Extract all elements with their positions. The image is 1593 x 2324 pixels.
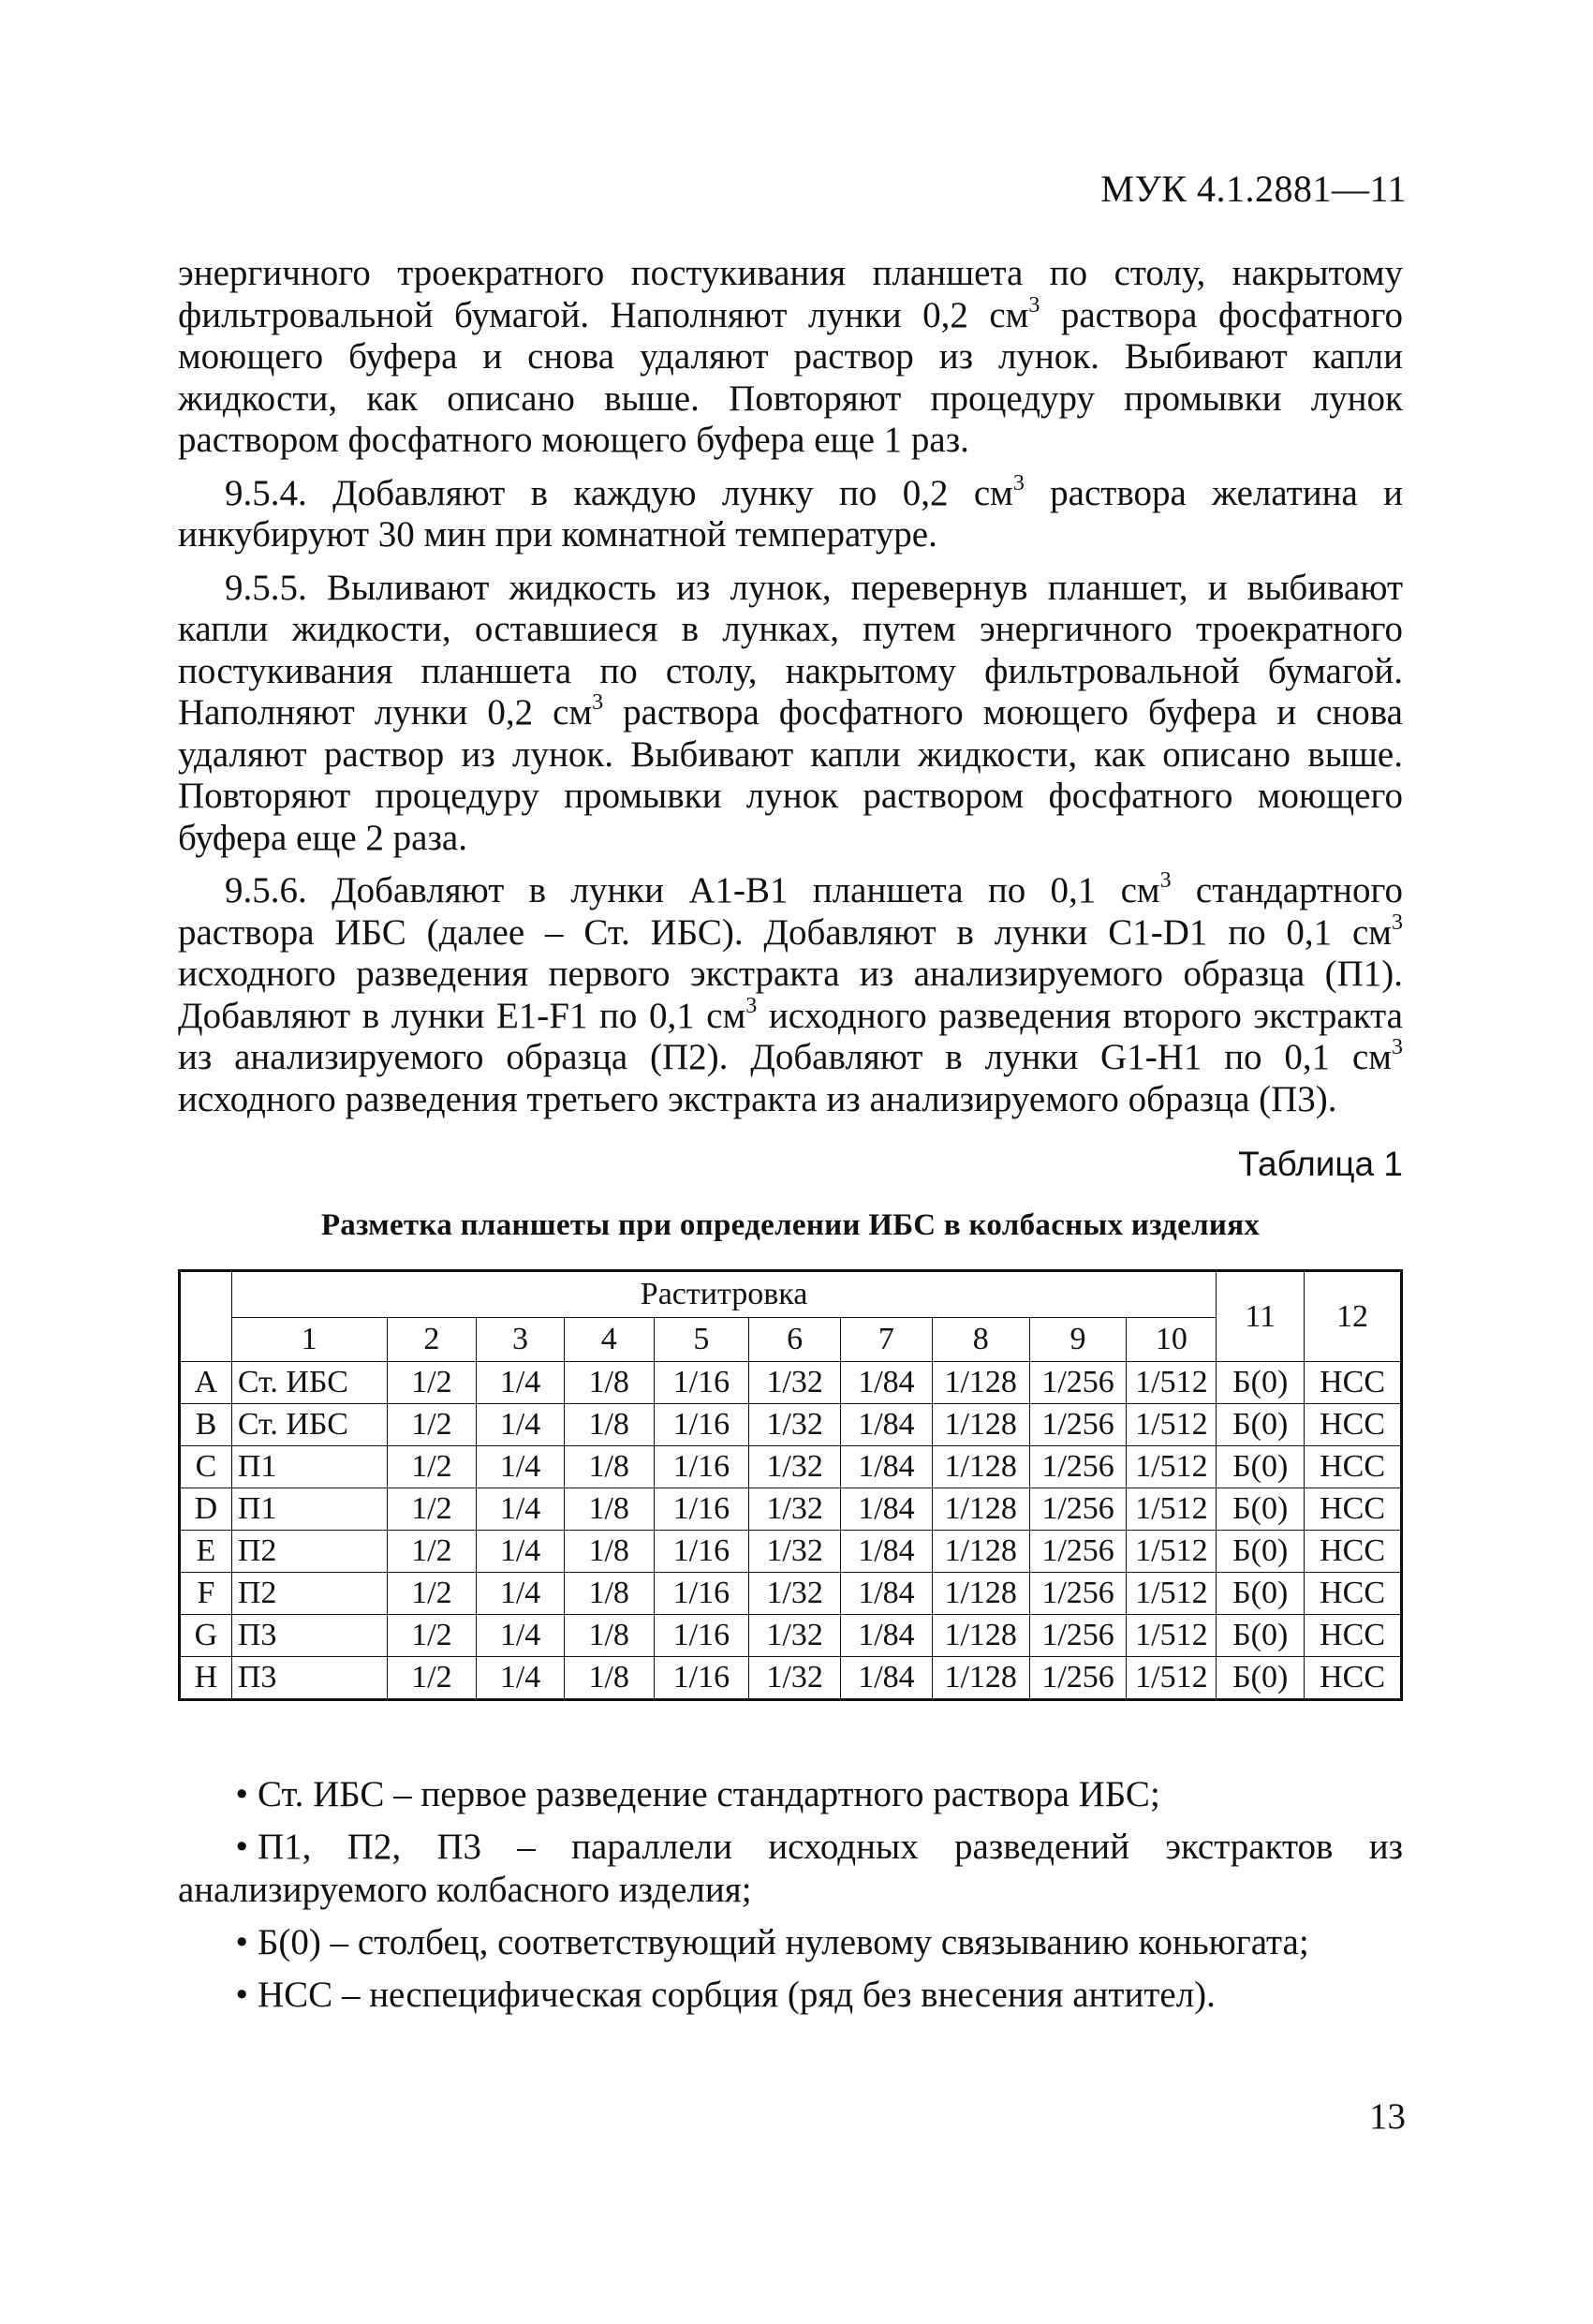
table-cell: НСС bbox=[1305, 1531, 1402, 1573]
table-cell: 1/32 bbox=[749, 1657, 841, 1700]
row-label: C bbox=[180, 1446, 232, 1488]
table-cell: НСС bbox=[1305, 1488, 1402, 1531]
column-header: 11 bbox=[1217, 1271, 1305, 1362]
table-cell: Б(0) bbox=[1217, 1362, 1305, 1404]
table-cell: 1/16 bbox=[654, 1362, 749, 1404]
table-cell: НСС bbox=[1305, 1446, 1402, 1488]
column-header: 7 bbox=[841, 1318, 933, 1362]
table-cell: Б(0) bbox=[1217, 1531, 1305, 1573]
table-row bbox=[180, 1531, 1402, 1573]
column-header: 3 bbox=[477, 1318, 565, 1362]
bullet-icon: • bbox=[235, 1922, 248, 1962]
document-code-header: МУК 4.1.2881—11 bbox=[1100, 168, 1407, 210]
table-cell: 1/256 bbox=[1029, 1362, 1127, 1404]
row-label: G bbox=[180, 1615, 232, 1657]
column-header: 10 bbox=[1127, 1318, 1217, 1362]
table-row bbox=[180, 1488, 1402, 1531]
table-cell: НСС bbox=[1305, 1657, 1402, 1700]
table-cell: НСС bbox=[1305, 1404, 1402, 1446]
table-cell: 1/256 bbox=[1029, 1615, 1127, 1657]
table-cell: 1/256 bbox=[1029, 1404, 1127, 1446]
table-cell: 1/256 bbox=[1029, 1488, 1127, 1531]
table-cell: 1/512 bbox=[1127, 1615, 1217, 1657]
column-header: 8 bbox=[932, 1318, 1029, 1362]
table-cell: Б(0) bbox=[1217, 1446, 1305, 1488]
table-cell: НСС bbox=[1305, 1573, 1402, 1615]
table-header-row bbox=[180, 1271, 1402, 1318]
column-header: 9 bbox=[1029, 1318, 1127, 1362]
row-label: A bbox=[180, 1362, 232, 1404]
table-cell: 1/4 bbox=[477, 1362, 565, 1404]
table-label: Таблица 1 bbox=[1238, 1145, 1403, 1183]
table-cell: 1/2 bbox=[387, 1573, 477, 1615]
table-cell: 1/4 bbox=[477, 1573, 565, 1615]
table-cell: 1/84 bbox=[841, 1446, 933, 1488]
bullet-icon: • bbox=[235, 1975, 248, 2015]
table-cell: Б(0) bbox=[1217, 1573, 1305, 1615]
legend bbox=[178, 1773, 1403, 2026]
table-cell: 1/8 bbox=[564, 1404, 654, 1446]
table-cell: 1/84 bbox=[841, 1531, 933, 1573]
paragraph-continuation: энергичного троекратного постукивания планшета по столу, накрытому фильтровальной бумагой. Наполняют лунки 0,2 $см^3$ раствора фосфатного моющего буфера и снова удаляют раствор из лунок. Выбивают капли жидкости, как описано выше. Повторяют процедуру промывки лунок раствором фосфатного моющего буфера еще 1 раз. bbox=[178, 253, 1403, 460]
table-cell: 1/128 bbox=[932, 1531, 1029, 1573]
table-cell: 1/4 bbox=[477, 1488, 565, 1531]
table-cell: НСС bbox=[1305, 1615, 1402, 1657]
table-row bbox=[180, 1615, 1402, 1657]
table-cell: 1/8 bbox=[564, 1488, 654, 1531]
table-cell: 1/512 bbox=[1127, 1531, 1217, 1573]
table-cell: 1/32 bbox=[749, 1404, 841, 1446]
body-text bbox=[178, 253, 1403, 1132]
column-header: 12 bbox=[1305, 1271, 1402, 1362]
table-row bbox=[180, 1657, 1402, 1700]
table-cell: 1/128 bbox=[932, 1573, 1029, 1615]
table-cell: 1/16 bbox=[654, 1615, 749, 1657]
table-cell: 1/2 bbox=[387, 1446, 477, 1488]
row-label: H bbox=[180, 1657, 232, 1700]
table-cell: 1/128 bbox=[932, 1404, 1029, 1446]
legend-item bbox=[178, 1773, 1403, 1816]
row-label: E bbox=[180, 1531, 232, 1573]
table-cell: 1/16 bbox=[654, 1657, 749, 1700]
table-cell: П2 bbox=[231, 1573, 387, 1615]
table-cell: 1/2 bbox=[387, 1531, 477, 1573]
column-header: 4 bbox=[564, 1318, 654, 1362]
table-cell: 1/8 bbox=[564, 1573, 654, 1615]
table-cell: 1/512 bbox=[1127, 1362, 1217, 1404]
table-cell: 1/512 bbox=[1127, 1657, 1217, 1700]
table-cell: 1/16 bbox=[654, 1531, 749, 1573]
legend-text: Ст. ИБС – первое разведение стандартного раствора ИБС; bbox=[258, 1774, 1160, 1814]
table-cell: П1 bbox=[231, 1488, 387, 1531]
table-cell: 1/16 bbox=[654, 1573, 749, 1615]
table-cell: 1/84 bbox=[841, 1404, 933, 1446]
column-header: 2 bbox=[387, 1318, 477, 1362]
table-cell: 1/128 bbox=[932, 1362, 1029, 1404]
table-cell: П3 bbox=[231, 1657, 387, 1700]
table-cell: 1/2 bbox=[387, 1404, 477, 1446]
row-label: B bbox=[180, 1404, 232, 1446]
table-cell: Б(0) bbox=[1217, 1488, 1305, 1531]
table-cell: 1/128 bbox=[932, 1657, 1029, 1700]
table-cell: 1/84 bbox=[841, 1573, 933, 1615]
titration-group-header: Раститровка bbox=[231, 1271, 1217, 1318]
table-cell: 1/512 bbox=[1127, 1488, 1217, 1531]
table-row bbox=[180, 1446, 1402, 1488]
table-cell: 1/4 bbox=[477, 1404, 565, 1446]
table-title: Разметка планшеты при определении ИБС в колбасных изделиях bbox=[320, 1208, 1261, 1242]
table-cell: 1/256 bbox=[1029, 1657, 1127, 1700]
table-cell: 1/2 bbox=[387, 1615, 477, 1657]
table-cell: 1/32 bbox=[749, 1488, 841, 1531]
column-header: 6 bbox=[749, 1318, 841, 1362]
table-cell: Б(0) bbox=[1217, 1657, 1305, 1700]
table-cell: 1/256 bbox=[1029, 1531, 1127, 1573]
table-cell: 1/256 bbox=[1029, 1573, 1127, 1615]
paragraph-9-5-6: 9.5.6. Добавляют в лунки А1-В1 планшета по 0,1 $см^3$ стандартного раствора ИБС (далее – Ст. ИБС). Добавляют в лунки С1-D1 по 0,1 $см^3$ исходного разведения первого экстракта из анализируемого образца (П1). Добавляют в лунки Е1-F1 по 0,1 $см^3$ исходного разведения второго экстракта из анализируемого образца (П2). Добавляют в лунки G1-H1 по 0,1 $см^3$ исходного разведения третьего экстракта из анализируемого образца (П3). bbox=[178, 868, 1404, 1119]
table-cell: 1/512 bbox=[1127, 1446, 1217, 1488]
column-header: 5 bbox=[654, 1318, 749, 1362]
table-cell: 1/8 bbox=[564, 1615, 654, 1657]
row-label-header bbox=[180, 1271, 232, 1362]
table-cell: Ст. ИБС bbox=[231, 1404, 387, 1446]
table-cell: 1/128 bbox=[932, 1488, 1029, 1531]
table-cell: 1/84 bbox=[841, 1657, 933, 1700]
table-row bbox=[180, 1404, 1402, 1446]
table-cell: 1/4 bbox=[477, 1615, 565, 1657]
table-cell: 1/2 bbox=[387, 1488, 477, 1531]
column-header: 1 bbox=[231, 1318, 387, 1362]
table-cell: Ст. ИБС bbox=[231, 1362, 387, 1404]
table-cell: 1/128 bbox=[932, 1615, 1029, 1657]
table-cell: 1/2 bbox=[387, 1657, 477, 1700]
table-cell: 1/512 bbox=[1127, 1573, 1217, 1615]
plate-layout-table bbox=[178, 1269, 1403, 1701]
legend-item bbox=[178, 1974, 1403, 2017]
table-cell: Б(0) bbox=[1217, 1404, 1305, 1446]
table-cell: 1/32 bbox=[749, 1573, 841, 1615]
row-label: F bbox=[180, 1573, 232, 1615]
table-cell: 1/16 bbox=[654, 1404, 749, 1446]
table-row bbox=[180, 1362, 1402, 1404]
table-cell: 1/84 bbox=[841, 1362, 933, 1404]
table-cell: 1/4 bbox=[477, 1446, 565, 1488]
table-cell: 1/512 bbox=[1127, 1404, 1217, 1446]
legend-item bbox=[178, 1921, 1403, 1964]
table-cell: 1/8 bbox=[564, 1362, 654, 1404]
table-cell: 1/84 bbox=[841, 1488, 933, 1531]
page-number: 13 bbox=[1369, 2096, 1406, 2137]
paragraph-9-5-5: 9.5.5. Выливают жидкость из лунок, перевернув планшет, и выбивают капли жидкости, оставшиеся в лунках, путем энергичного троекратного постукивания планшета по столу, накрытому фильтровальной бумагой. Наполняют лунки 0,2 $см^3$ раствора фосфатного моющего буфера и снова удаляют раствор из лунок. Выбивают капли жидкости, как описано выше. Повторяют процедуру промывки лунок раствором фосфатного моющего буфера еще 2 раза. bbox=[178, 567, 1403, 858]
table-cell: 1/4 bbox=[477, 1531, 565, 1573]
legend-item bbox=[178, 1826, 1403, 1912]
bullet-icon: • bbox=[235, 1774, 248, 1814]
paragraph-9-5-4: 9.5.4. Добавляют в каждую лунку по 0,2 $см^3$ раствора желатина и инкубируют 30 мин при комнатной температуре. bbox=[178, 470, 1403, 555]
row-label: D bbox=[180, 1488, 232, 1531]
table-cell: 1/32 bbox=[749, 1615, 841, 1657]
table-cell: 1/32 bbox=[749, 1531, 841, 1573]
table-cell: 1/32 bbox=[749, 1446, 841, 1488]
table-cell: 1/128 bbox=[932, 1446, 1029, 1488]
table-cell: 1/2 bbox=[387, 1362, 477, 1404]
legend-text: НСС – неспецифическая сорбция (ряд без внесения антител). bbox=[258, 1975, 1216, 2015]
bullet-icon: • bbox=[235, 1827, 248, 1867]
table-cell: 1/84 bbox=[841, 1615, 933, 1657]
table-cell: 1/8 bbox=[564, 1657, 654, 1700]
table-cell: 1/8 bbox=[564, 1531, 654, 1573]
legend-text: Б(0) – столбец, соответствующий нулевому связыванию коньюгата; bbox=[258, 1922, 1309, 1962]
table-cell: Б(0) bbox=[1217, 1615, 1305, 1657]
table-cell: 1/16 bbox=[654, 1446, 749, 1488]
table-cell: 1/4 bbox=[477, 1657, 565, 1700]
table-cell: 1/32 bbox=[749, 1362, 841, 1404]
table-cell: П3 bbox=[231, 1615, 387, 1657]
table-row bbox=[180, 1573, 1402, 1615]
table-cell: 1/8 bbox=[564, 1446, 654, 1488]
table-cell: П1 bbox=[231, 1446, 387, 1488]
table-cell: 1/256 bbox=[1029, 1446, 1127, 1488]
table-cell: П2 bbox=[231, 1531, 387, 1573]
legend-text: П1, П2, П3 – параллели исходных разведений экстрактов из анализируемого колбасного изделия; bbox=[178, 1827, 1403, 1910]
table-cell: 1/16 bbox=[654, 1488, 749, 1531]
table-cell: НСС bbox=[1305, 1362, 1402, 1404]
